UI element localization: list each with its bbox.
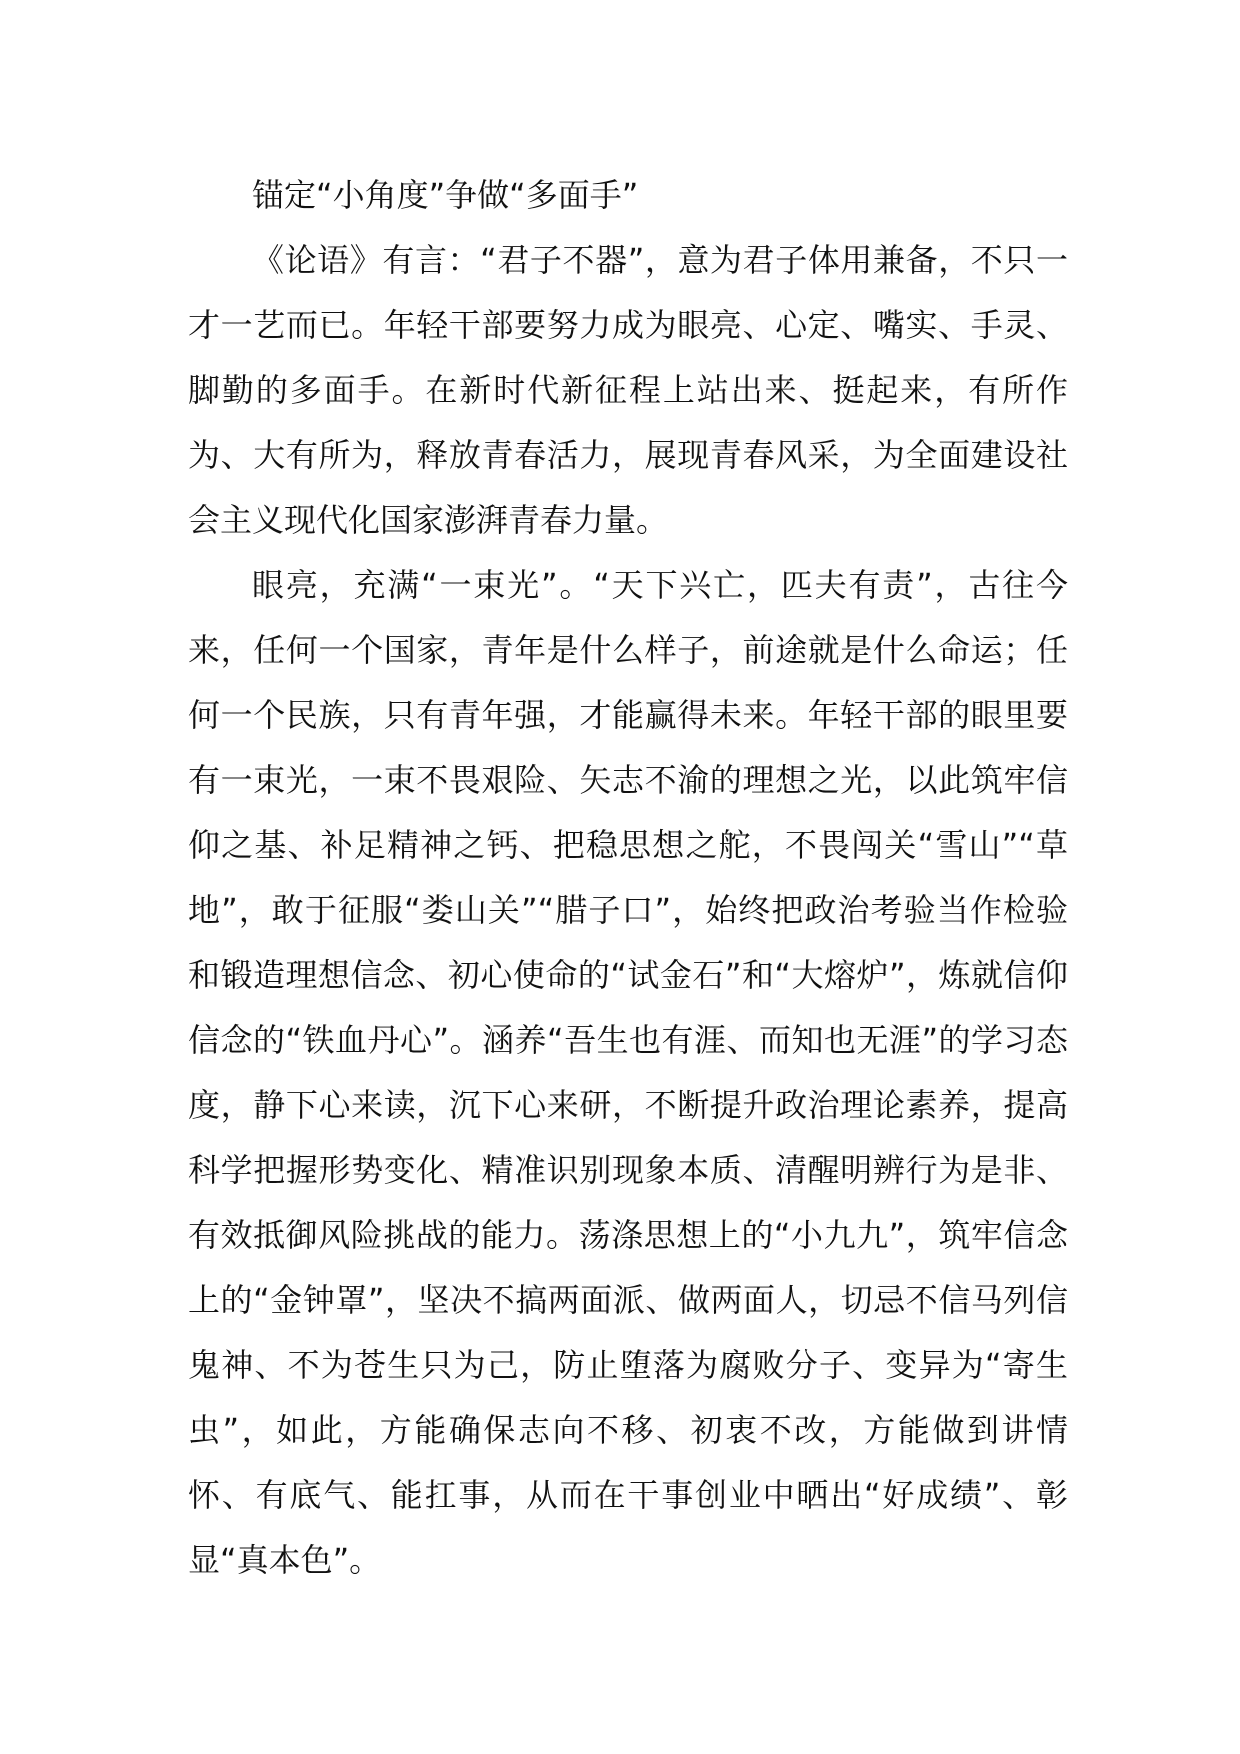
document-page: [188, 163, 1068, 1593]
article-title: 锚定“小角度”争做“多面手”: [252, 176, 639, 214]
paragraph-eye-bright: 眼亮，充满“一束光”。“天下兴亡，匹夫有责”，古往今来，任何一个国家，青年是什么样子，前途就是什么命运；任何一个民族，只有青年强，才能赢得未来。年轻干部的眼里要有一束光，一束不畏艰险、矢志不渝的理想之光，以此筑牢信仰之基、补足精神之钙、把稳思想之舵，不畏闯关“雪山”“草地”，敢于征服“娄山关”“腊子口”，始终把政治考验当作检验和锻造理想信念、初心使命的“试金石”和“大熔炉”，炼就信仰信念的“铁血丹心”。涵养“吾生也有涯、而知也无涯”的学习态度，静下心来读，沉下心来研，不断提升政治理论素养，提高科学把握形势变化、精准识别现象本质、清醒明辨行为是非、有效抵御风险挑战的能力。荡涤思想上的“小九九”，筑牢信念上的“金钟罩”，坚决不搞两面派、做两面人，切忌不信马列信鬼神、不为苍生只为己，防止堕落为腐败分子、变异为“寄生虫”，如此，方能确保志向不移、初衷不改，方能做到讲情怀、有底气、能扛事，从而在干事创业中晒出“好成绩”、彰显“真本色”。: [188, 566, 1068, 1579]
paragraph-intro: 《论语》有言：“君子不器”，意为君子体用兼备，不只一才一艺而已。年轻干部要努力成为眼亮、心定、嘴实、手灵、脚勤的多面手。在新时代新征程上站出来、挺起来，有所作为、大有所为，释放青春活力，展现青春风采，为全面建设社会主义现代化国家澎湃青春力量。: [188, 241, 1068, 539]
